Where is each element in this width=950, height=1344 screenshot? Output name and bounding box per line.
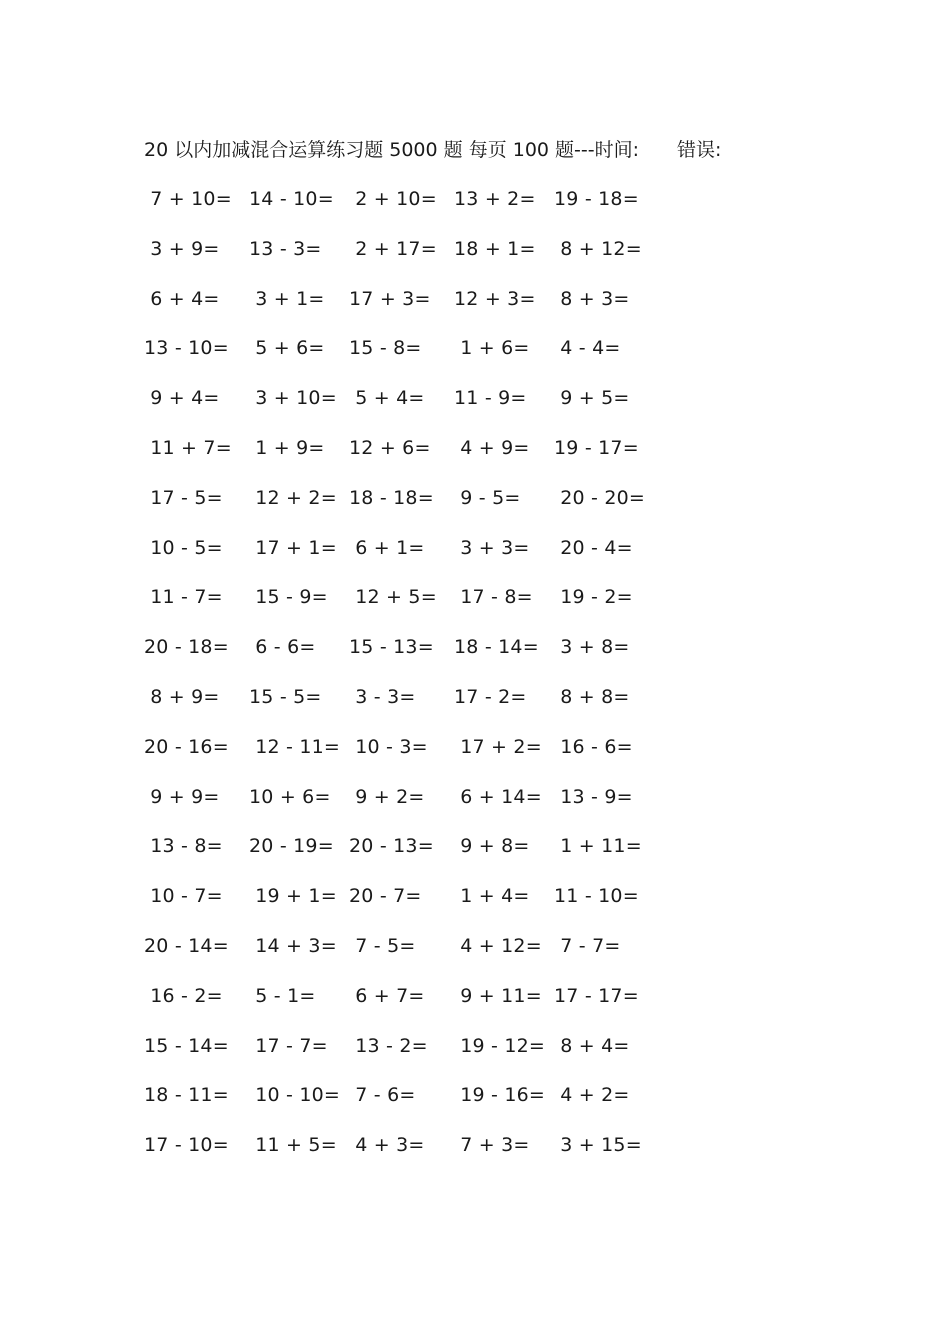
problem-cell: 2 + 17= (349, 237, 437, 260)
problem-cell: 19 + 1= (249, 885, 337, 908)
problem-cell: 17 + 1= (249, 536, 337, 559)
problem-cell: 12 + 5= (349, 586, 437, 609)
problem-row (0, 933, 950, 959)
problem-cell: 6 + 4= (144, 287, 220, 310)
problem-row (0, 535, 950, 561)
problem-cell: 15 - 8= (349, 337, 422, 360)
problem-cell: 16 - 6= (554, 735, 633, 758)
worksheet-title: 20 以内加减混合运算练习题 5000 题 每页 100 题---时间: (144, 139, 640, 161)
problem-cell: 17 - 8= (454, 586, 533, 609)
problem-cell: 12 + 6= (349, 437, 431, 459)
problem-cell: 3 + 1= (249, 287, 325, 310)
problem-cell: 4 + 2= (554, 1084, 630, 1107)
problem-cell: 4 + 12= (454, 935, 542, 957)
problem-cell: 15 - 14= (144, 1034, 229, 1057)
problem-cell: 17 + 2= (454, 735, 542, 758)
problem-cell: 20 - 7= (349, 885, 422, 908)
problem-cell: 8 + 12= (554, 237, 642, 260)
problem-cell: 10 - 5= (144, 536, 223, 559)
problem-row (0, 833, 950, 859)
problem-row (0, 784, 950, 810)
problem-cell: 1 + 11= (554, 835, 642, 858)
problem-row (0, 286, 950, 312)
problem-cell: 9 + 9= (144, 785, 220, 808)
problem-cell: 14 + 3= (249, 935, 337, 957)
problem-cell: 7 - 5= (349, 935, 416, 957)
problem-row (0, 584, 950, 610)
problem-cell: 17 + 3= (349, 287, 431, 310)
problem-cell: 10 - 3= (349, 735, 428, 758)
problem-cell: 5 + 4= (349, 387, 425, 410)
problem-cell: 13 - 9= (554, 785, 633, 808)
problem-row (0, 634, 950, 660)
problem-cell: 12 - 11= (249, 735, 341, 758)
problem-row (0, 1082, 950, 1108)
problem-row (0, 335, 950, 361)
problem-cell: 12 + 3= (454, 287, 536, 310)
problem-cell: 18 - 18= (349, 486, 434, 509)
problem-cell: 5 - 1= (249, 984, 316, 1007)
problem-cell: 13 - 2= (349, 1034, 428, 1057)
problem-row (0, 1132, 950, 1158)
problem-cell: 19 - 17= (554, 437, 639, 459)
problem-cell: 13 - 10= (144, 337, 229, 360)
problem-cell: 11 + 7= (144, 437, 232, 459)
problem-row (0, 734, 950, 760)
problem-cell: 10 - 7= (144, 885, 223, 908)
problem-row (0, 186, 950, 212)
problem-cell: 9 + 11= (454, 984, 542, 1007)
problem-cell: 9 + 4= (144, 387, 220, 410)
problem-cell: 8 + 4= (554, 1034, 630, 1057)
problem-cell: 9 + 8= (454, 835, 530, 858)
problem-cell: 20 - 20= (554, 486, 646, 509)
problem-cell: 13 - 8= (144, 835, 223, 858)
problem-cell: 17 - 10= (144, 1134, 229, 1157)
problem-cell: 20 - 16= (144, 735, 229, 758)
problem-cell: 15 - 9= (249, 586, 328, 609)
problem-cell: 4 - 4= (554, 337, 621, 360)
problem-row (0, 883, 950, 909)
problem-cell: 20 - 18= (144, 636, 229, 659)
problem-cell: 18 - 11= (144, 1084, 229, 1107)
problem-cell: 20 - 4= (554, 536, 633, 559)
problem-cell: 17 - 17= (554, 984, 639, 1007)
problem-cell: 1 + 4= (454, 885, 530, 908)
problem-cell: 4 + 9= (454, 437, 530, 459)
problem-cell: 20 - 13= (349, 835, 434, 858)
problem-cell: 6 - 6= (249, 636, 316, 659)
problem-cell: 2 + 10= (349, 188, 437, 210)
problem-cell: 20 - 19= (249, 835, 334, 858)
problem-row (0, 236, 950, 262)
problem-cell: 17 - 2= (454, 686, 527, 708)
problem-cell: 3 + 3= (454, 536, 530, 559)
problem-cell: 5 + 6= (249, 337, 325, 360)
problem-cell: 15 - 13= (349, 636, 434, 659)
problem-cell: 17 - 5= (144, 486, 223, 509)
problem-cell: 3 - 3= (349, 686, 416, 708)
problem-cell: 19 - 2= (554, 586, 633, 609)
problem-cell: 7 - 6= (349, 1084, 416, 1107)
worksheet-header (144, 137, 721, 163)
problem-cell: 18 + 1= (454, 237, 536, 260)
problem-cell: 18 - 14= (454, 636, 539, 659)
problem-cell: 1 + 6= (454, 337, 530, 360)
problem-cell: 19 - 16= (454, 1084, 546, 1107)
problem-row (0, 485, 950, 511)
problem-cell: 6 + 14= (454, 785, 542, 808)
problem-cell: 11 - 7= (144, 586, 223, 609)
problem-cell: 9 + 5= (554, 387, 630, 410)
problem-cell: 8 + 9= (144, 686, 220, 708)
problem-row (0, 385, 950, 411)
problem-cell: 12 + 2= (249, 486, 337, 509)
problem-cell: 7 + 3= (454, 1134, 530, 1157)
problem-cell: 7 + 10= (144, 188, 232, 210)
problem-cell: 19 - 18= (554, 188, 639, 210)
problem-row (0, 684, 950, 710)
problem-cell: 3 + 9= (144, 237, 220, 260)
problem-cell: 20 - 14= (144, 935, 229, 957)
problem-row (0, 1033, 950, 1059)
problem-cell: 10 - 10= (249, 1084, 341, 1107)
problem-cell: 3 + 8= (554, 636, 630, 659)
problem-cell: 8 + 3= (554, 287, 630, 310)
problem-cell: 14 - 10= (249, 188, 334, 210)
problem-cell: 6 + 1= (349, 536, 425, 559)
problem-cell: 11 - 10= (554, 885, 639, 908)
problem-cell: 16 - 2= (144, 984, 223, 1007)
problem-cell: 13 + 2= (454, 188, 536, 210)
problem-cell: 3 + 10= (249, 387, 337, 410)
problem-cell: 8 + 8= (554, 686, 630, 708)
problem-cell: 10 + 6= (249, 785, 331, 808)
problem-cell: 9 + 2= (349, 785, 425, 808)
problem-cell: 11 - 9= (454, 387, 527, 410)
problem-cell: 7 - 7= (554, 935, 621, 957)
problem-cell: 9 - 5= (454, 486, 521, 509)
errors-label: 错误: (677, 139, 722, 161)
problem-cell: 6 + 7= (349, 984, 425, 1007)
problem-row (0, 983, 950, 1009)
problem-cell: 13 - 3= (249, 237, 322, 260)
problem-cell: 1 + 9= (249, 437, 325, 459)
problem-cell: 4 + 3= (349, 1134, 425, 1157)
problem-cell: 15 - 5= (249, 686, 322, 708)
problem-row (0, 435, 950, 461)
problem-cell: 19 - 12= (454, 1034, 546, 1057)
problem-cell: 17 - 7= (249, 1034, 328, 1057)
problem-cell: 11 + 5= (249, 1134, 337, 1157)
problem-cell: 3 + 15= (554, 1134, 642, 1157)
